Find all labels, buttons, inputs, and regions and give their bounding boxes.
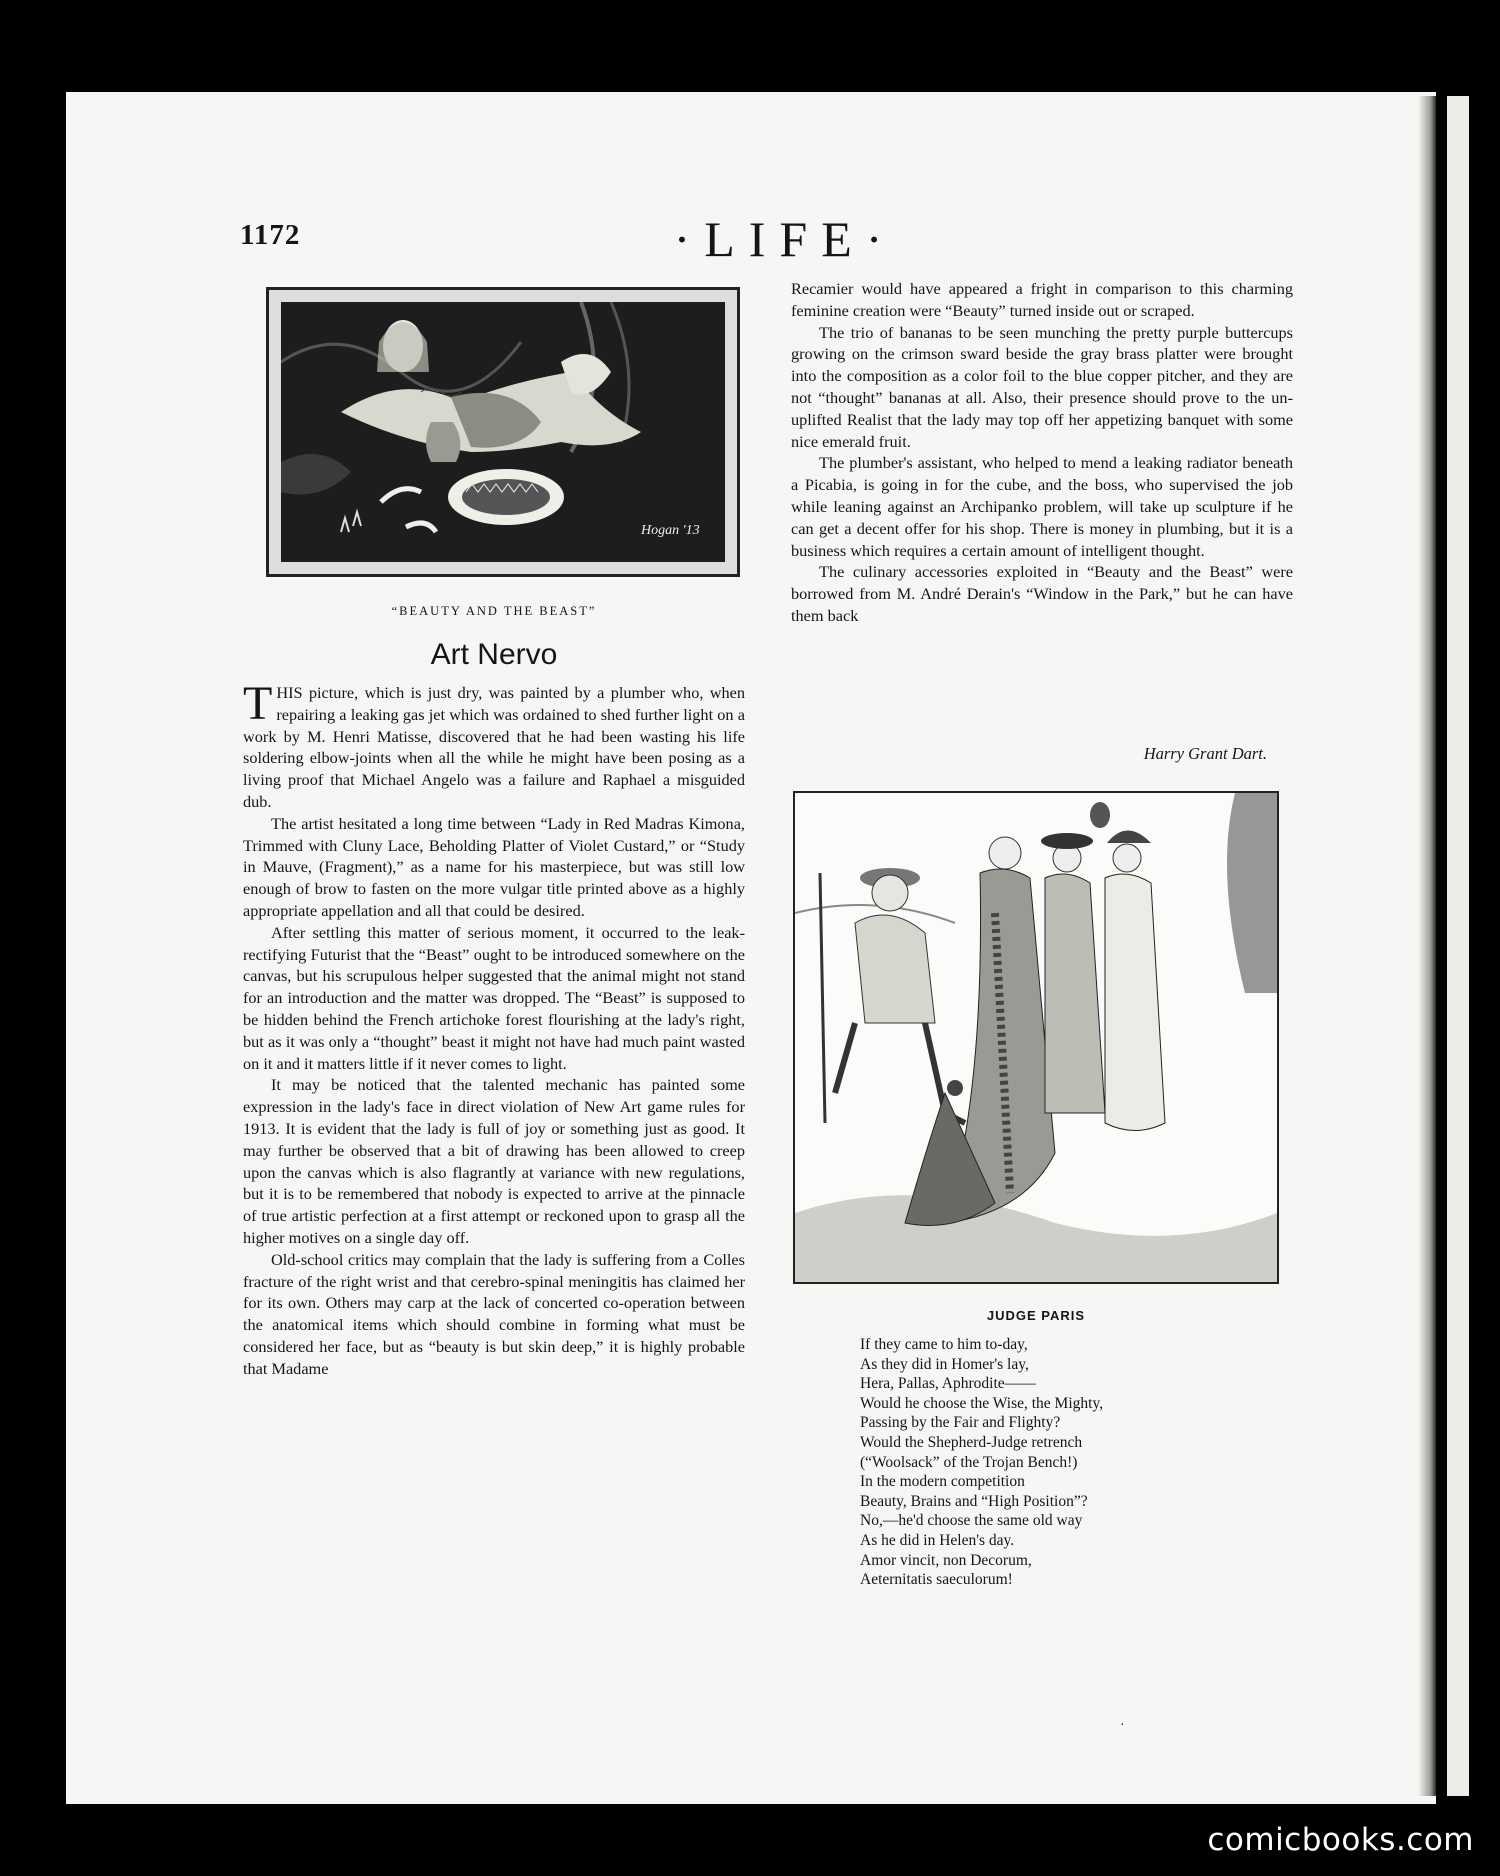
poem-line: In the modern competition bbox=[860, 1473, 1025, 1491]
poem-line: As he did in Helen's day. bbox=[860, 1531, 1015, 1549]
beauty-and-the-beast-illustration bbox=[266, 287, 740, 577]
article-paragraph: THIS picture, which is just dry, was painted by a plumber who, when repairing a leaking gas jet which was ordained to shed further light on a work by M. Henri Matisse, discovered that he had been wasting his life soldering elbow-joints when all the while he might have been posing as a living proof that Michael Angelo was a failure and Raphael a misguided dub. bbox=[243, 677, 745, 811]
poem-line: Would he choose the Wise, the Mighty, bbox=[860, 1394, 1104, 1412]
poem-line: If they came to him to-day, bbox=[860, 1336, 1028, 1353]
page-gutter-shadow bbox=[1418, 96, 1436, 1796]
poem-line: Passing by the Fair and Flighty? bbox=[860, 1414, 1061, 1432]
watermark: comicbooks.com bbox=[1207, 1822, 1474, 1858]
article-column-right bbox=[791, 278, 1293, 627]
poem-line: (“Woolsack” of the Trojan Bench!) bbox=[860, 1453, 1078, 1471]
adjacent-page-edge bbox=[1447, 96, 1469, 1796]
article-title: Art Nervo bbox=[430, 638, 558, 671]
article-paragraph: The culinary accessories exploited in “Beauty and the Beast” were borrowed from M. André Derain's “Window in the Park,” but he can have them back bbox=[791, 562, 1293, 625]
poem-line: As they did in Homer's lay, bbox=[860, 1355, 1029, 1373]
article-paragraph: It may be noticed that the talented mechanic has painted some expression in the lady's face in direct violation of New Art game rules for 1913. It is evident that the lady is full of joy or something just as good. It may further be observed that a bit of drawing has been allowed to creep upon the canvas which is also flagrantly at variance with new regulations, but it is to be remembered that nobody is expected to arrive at the pinnacle of true artistic perfection at a first attempt or reckoned upon to grasp all the higher motives on a single day off. bbox=[243, 1075, 745, 1247]
article-paragraph: Recamier would have appeared a fright in comparison to this charming feminine creation were “Beauty” turned inside out or scraped. bbox=[791, 279, 1293, 320]
poem-line: No,—he'd choose the same old way bbox=[860, 1512, 1083, 1530]
figure-caption: JUDGE PARIS bbox=[986, 1308, 1086, 1323]
poem-line: Would the Shepherd-Judge retrench bbox=[860, 1433, 1083, 1451]
author-signature: Harry Grant Dart. bbox=[1143, 744, 1267, 763]
print-speck: · bbox=[1120, 1718, 1125, 1733]
drop-cap: T bbox=[243, 677, 273, 730]
article-paragraph: The trio of bananas to be seen munching the pretty purple buttercups growing on the crimson sward beside the gray brass platter were brought into the composition as a color foil to the blue copper pitcher, and they are not “thought” bananas at all. Also, their presence should prove to the un-uplifted Realist that the lady may top off her appetizing banquet with some nice emerald fruit. bbox=[791, 322, 1293, 451]
poem-line: Amor vincit, non Decorum, bbox=[860, 1551, 1032, 1569]
judge-paris-drawing bbox=[795, 793, 1277, 1282]
poem-line: Aeternitatis saeculorum! bbox=[860, 1571, 1013, 1589]
painting-image bbox=[281, 302, 725, 562]
page-number: 1172 bbox=[240, 219, 301, 251]
article-paragraph: The plumber's assistant, who helped to mend a leaking radiator beneath a Picabia, is going in for the cube, and the boss, who supervised the job while leaning against an Archipanko problem, will take up sculpture if he can get a decent offer for his shop. There is money in plumbing, but it is a business which requires a certain amount of intelligent thought. bbox=[791, 453, 1293, 560]
article-paragraph: Old-school critics may complain that the lady is suffering from a Colles fracture of the right wrist and that cerebro-spinal meningitis has claimed her for its own. Others may carp at the lack of concerted co-operation between the anatomical items which should combine in forming what must be considered her face, but as “beauty is but skin deep,” it is highly probable that Madame bbox=[243, 1249, 745, 1378]
poem-line: Hera, Pallas, Aphrodite—— bbox=[860, 1375, 1036, 1393]
article-column-left bbox=[243, 677, 745, 1380]
article-paragraph: After settling this matter of serious moment, it occurred to the leak-rectifying Futurist that the “Beast” ought to be introduced somewhere on the canvas, but his scrupulous helper suggested that the animal might not stand for an introduction and the matter was dropped. The “Beast” is supposed to be hidden behind the French artichoke forest flourishing at the lady's right, but as it was only a “thought” beast it might not have had much paint wasted on it and it matters little if it never comes to light. bbox=[243, 922, 745, 1073]
judge-paris-illustration bbox=[793, 791, 1279, 1284]
article-paragraph: The artist hesitated a long time between “Lady in Red Madras Kimona, Trimmed with Cluny Lace, Beholding Platter of Violet Custard,” or “Study in Mauve, (Fragment),” as a name for his masterpiece, but was still low enough of brow to fasten on the more vulgar title printed above as a highly appropriate appellation and all that could be desired. bbox=[243, 813, 745, 920]
artist-signature: Hogan '13 bbox=[641, 523, 700, 538]
figure-caption: “BEAUTY AND THE BEAST” bbox=[391, 604, 597, 618]
masthead: ·LIFE· bbox=[673, 211, 897, 267]
poem bbox=[860, 1335, 1260, 1590]
poem-line: Beauty, Brains and “High Position”? bbox=[860, 1492, 1088, 1510]
scan-border bbox=[0, 0, 1500, 90]
painting-drawing bbox=[281, 302, 725, 562]
